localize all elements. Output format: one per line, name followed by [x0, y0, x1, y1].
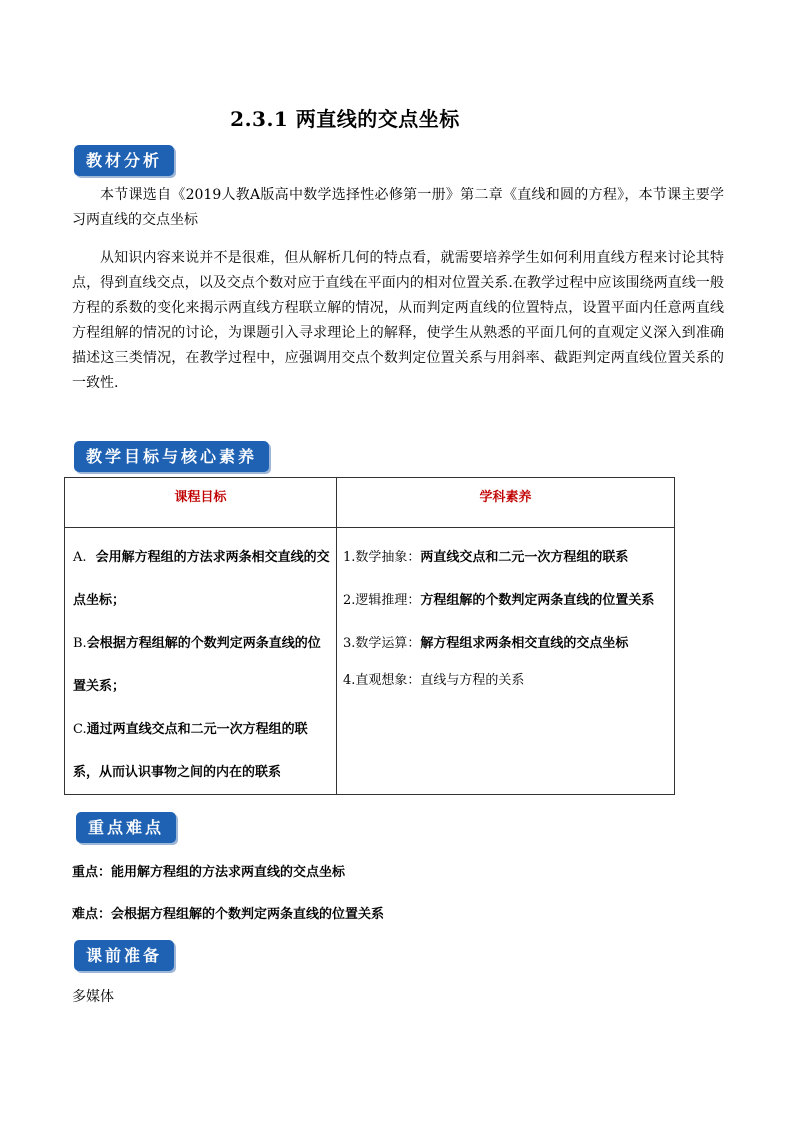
literacy-item-4	[343, 665, 670, 697]
literacy-header: 学科素养	[337, 478, 675, 528]
literacy-text: 方程组解的个数判定两条直线的位置关系	[420, 593, 655, 608]
literacy-item-1	[343, 536, 670, 579]
goals-cell	[65, 528, 337, 795]
difficult-point: 难点：会根据方程组解的个数判定两条直线的位置关系	[72, 907, 385, 922]
goal-prefix: A.	[73, 550, 87, 565]
goal-item-a	[73, 536, 330, 622]
key-point: 重点：能用解方程组的方法求两直线的交点坐标	[72, 865, 346, 880]
literacy-cell	[337, 528, 675, 795]
section-badge-goals: 教学目标与核心素养	[74, 441, 269, 472]
literacy-item-3	[343, 622, 670, 665]
literacy-item-2	[343, 579, 670, 622]
goal-item-b	[73, 622, 330, 708]
analysis-paragraph-1: 本节课选自《2019人教A版高中数学选择性必修第一册》第二章《直线和圆的方程》，本节课主要学习两直线的交点坐标	[72, 187, 724, 228]
section-badge-analysis: 教材分析	[74, 145, 174, 176]
literacy-text: 两直线交点和二元一次方程组的联系	[420, 550, 629, 565]
goals-header: 课程目标	[65, 478, 337, 528]
literacy-label: 2.逻辑推理：	[343, 593, 421, 608]
literacy-label: 3.数学运算：	[343, 636, 421, 651]
section-badge-key-points: 重点难点	[76, 812, 176, 843]
goals-table	[64, 477, 675, 795]
literacy-label: 4.直观想象：	[343, 673, 421, 688]
section-badge-preparation: 课前准备	[74, 940, 174, 971]
literacy-label: 1.数学抽象：	[343, 550, 421, 565]
goal-prefix: B.	[73, 636, 87, 651]
goal-prefix: C.	[73, 722, 87, 737]
literacy-text: 直线与方程的关系	[420, 673, 525, 688]
document-title: 2.3.1 两直线的交点坐标	[230, 107, 460, 131]
goal-text: 会用解方程组的方法求两条相交直线的交点坐标；	[73, 550, 330, 608]
goal-text: 会根据方程组解的个数判定两条直线的位置关系；	[73, 636, 321, 694]
literacy-text: 解方程组求两条相交直线的交点坐标	[420, 636, 629, 651]
goal-item-c	[73, 708, 330, 794]
analysis-paragraph-2: 从知识内容来说并不是很难，但从解析几何的特点看，就需要培养学生如何利用直线方程来讨论其特点，得到直线交点，以及交点个数对应于直线在平面内的相对位置关系.在教学过程中应该围绕两直线一般方程的系数的变化来揭示两直线方程联立解的情况，从而判定两直线的位置特点，设置平面内任意两直线方程组解的情况的讨论，为课题引入寻求理论上的解释，使学生从熟悉的平面几何的直观定义深入到准确描述这三类情况，在教学过程中，应强调用交点个数判定位置关系与用斜率、截距判定两直线位置关系的一致性.	[72, 250, 724, 391]
goal-text: 通过两直线交点和二元一次方程组的联系，从而认识事物之间的内在的联系	[73, 722, 308, 780]
preparation-text: 多媒体	[72, 989, 114, 1005]
